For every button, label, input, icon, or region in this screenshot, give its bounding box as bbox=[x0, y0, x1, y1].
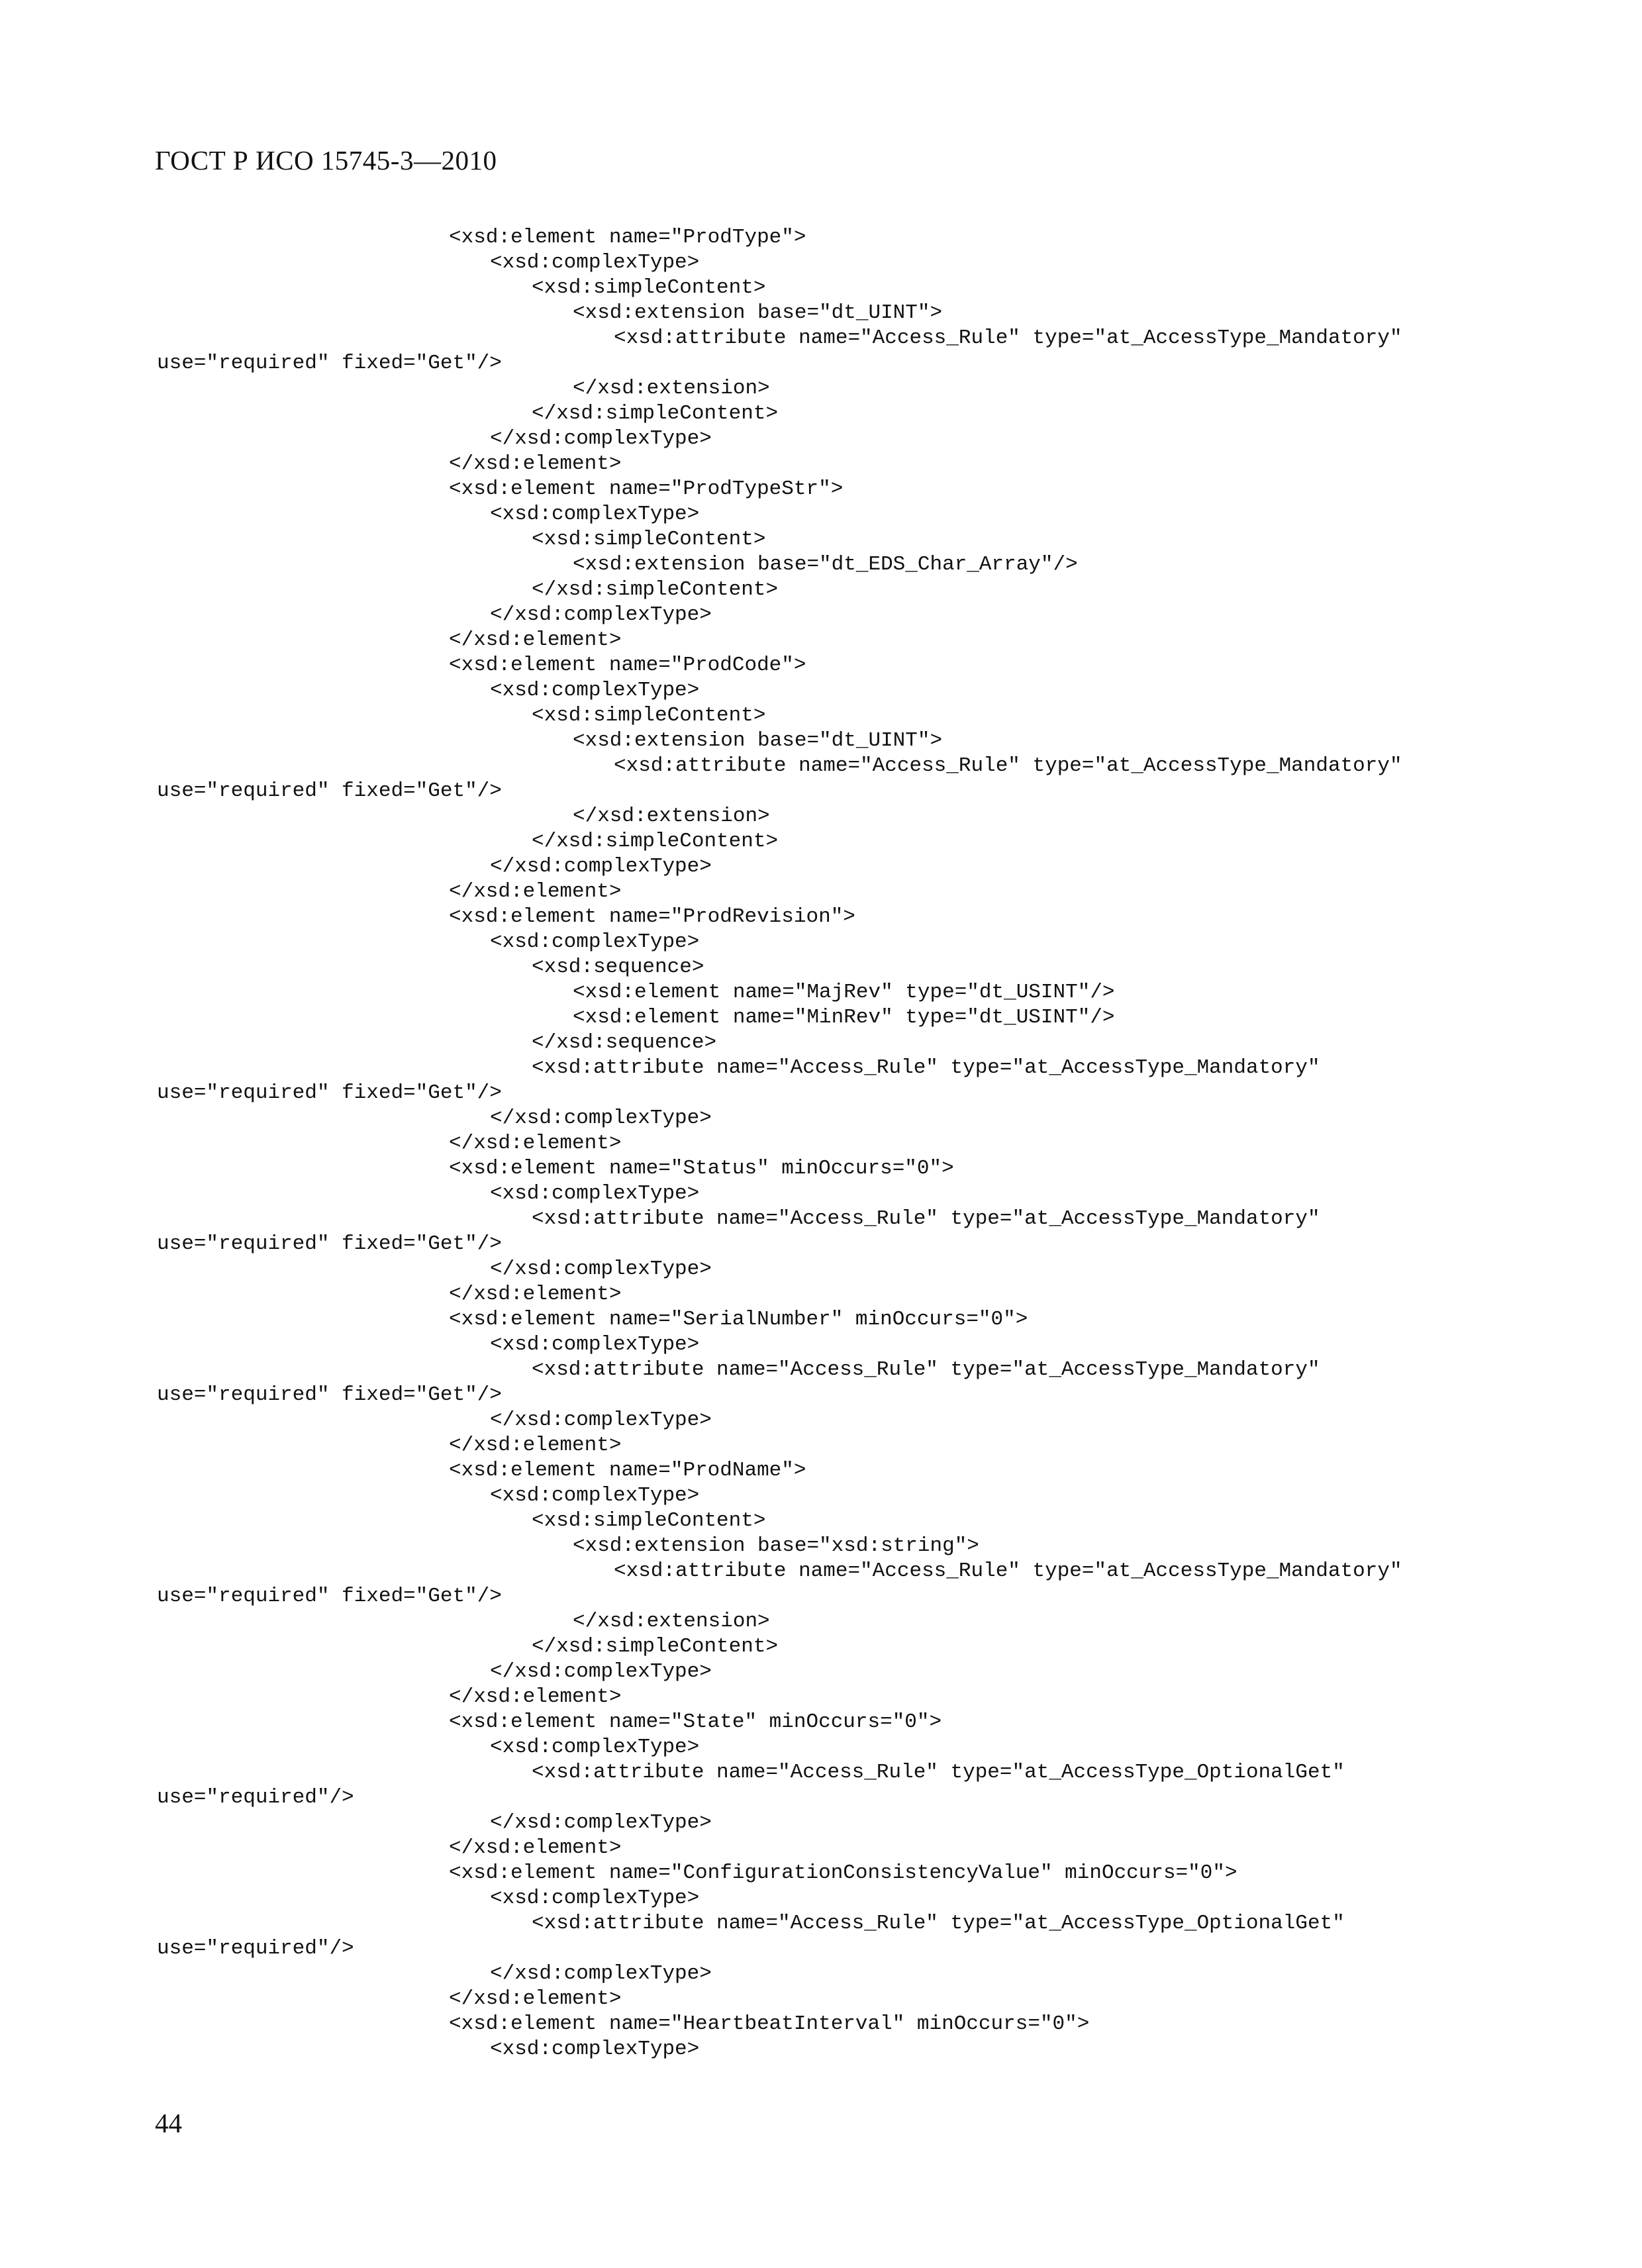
code-text: <xsd:element name="ProdName"> bbox=[449, 1459, 806, 1482]
code-text: use="required" fixed="Get"/> bbox=[157, 779, 502, 803]
code-indent bbox=[157, 1508, 532, 1534]
code-indent bbox=[157, 854, 490, 879]
code-text: <xsd:attribute name="Access_Rule" type="at_AccessType_Mandatory" bbox=[614, 1559, 1402, 1583]
code-text: <xsd:attribute name="Access_Rule" type="at_AccessType_OptionalGet" bbox=[532, 1912, 1345, 1935]
code-text: <xsd:element name="ConfigurationConsistencyValue" minOccurs="0"> bbox=[449, 1861, 1237, 1885]
code-line bbox=[157, 754, 1547, 779]
code-line bbox=[157, 1156, 1547, 1181]
code-indent bbox=[157, 829, 532, 854]
code-text: <xsd:attribute name="Access_Rule" type="at_AccessType_Mandatory" bbox=[614, 754, 1402, 777]
code-text: </xsd:element> bbox=[449, 1283, 622, 1306]
code-indent bbox=[157, 1559, 614, 1584]
code-text: use="required" fixed="Get"/> bbox=[157, 1585, 502, 1608]
code-text: <xsd:extension base="xsd:string"> bbox=[573, 1534, 979, 1557]
code-line bbox=[157, 527, 1547, 552]
code-line bbox=[157, 1710, 1547, 1735]
code-text: use="required"/> bbox=[157, 1937, 354, 1960]
code-indent bbox=[157, 1659, 490, 1685]
code-text: </xsd:element> bbox=[449, 1434, 622, 1457]
code-line bbox=[157, 1307, 1547, 1332]
code-indent bbox=[157, 1257, 490, 1282]
code-line bbox=[157, 1760, 1547, 1785]
code-line bbox=[157, 653, 1547, 678]
code-indent bbox=[157, 1181, 490, 1207]
code-text: <xsd:element name="Status" minOccurs="0"> bbox=[449, 1157, 954, 1180]
code-line bbox=[157, 401, 1547, 426]
code-line bbox=[157, 1081, 1547, 1106]
code-line bbox=[157, 452, 1547, 477]
code-indent bbox=[157, 301, 573, 326]
code-indent bbox=[157, 1710, 449, 1735]
code-text: use="required" fixed="Get"/> bbox=[157, 1232, 502, 1256]
code-indent bbox=[157, 1634, 532, 1659]
code-indent bbox=[157, 1357, 532, 1383]
code-line bbox=[157, 1685, 1547, 1710]
code-text: <xsd:simpleContent> bbox=[532, 528, 766, 551]
code-text: <xsd:complexType> bbox=[490, 1887, 700, 1910]
code-indent bbox=[157, 1030, 532, 1056]
code-indent bbox=[157, 905, 449, 930]
code-line bbox=[157, 250, 1547, 275]
code-line bbox=[157, 1106, 1547, 1131]
code-indent bbox=[157, 1685, 449, 1710]
code-line bbox=[157, 1131, 1547, 1156]
code-line bbox=[157, 1483, 1547, 1508]
code-text: </xsd:element> bbox=[449, 1987, 622, 2010]
code-line bbox=[157, 1735, 1547, 1760]
code-text: <xsd:extension base="dt_UINT"> bbox=[573, 729, 943, 752]
code-line bbox=[157, 678, 1547, 703]
code-indent bbox=[157, 577, 532, 603]
code-indent bbox=[157, 955, 532, 980]
code-text: <xsd:simpleContent> bbox=[532, 1509, 766, 1532]
code-indent bbox=[157, 1131, 449, 1156]
code-indent bbox=[157, 2037, 490, 2062]
code-line bbox=[157, 1408, 1547, 1433]
code-indent bbox=[157, 1005, 573, 1030]
code-indent bbox=[157, 552, 573, 577]
code-text: </xsd:complexType> bbox=[490, 1660, 712, 1683]
code-text: <xsd:element name="SerialNumber" minOccurs="0"> bbox=[449, 1308, 1028, 1331]
code-indent bbox=[157, 1483, 490, 1508]
code-line bbox=[157, 905, 1547, 930]
code-indent bbox=[157, 527, 532, 552]
code-text: </xsd:simpleContent> bbox=[532, 402, 779, 425]
code-text: <xsd:complexType> bbox=[490, 251, 700, 274]
code-line bbox=[157, 351, 1547, 376]
code-indent bbox=[157, 703, 532, 728]
code-line bbox=[157, 980, 1547, 1005]
code-text: <xsd:complexType> bbox=[490, 2038, 700, 2061]
code-text: </xsd:complexType> bbox=[490, 1257, 712, 1281]
code-text: use="required" fixed="Get"/> bbox=[157, 1081, 502, 1105]
code-indent bbox=[157, 426, 490, 452]
code-indent bbox=[157, 1609, 573, 1634]
code-text: </xsd:element> bbox=[449, 880, 622, 903]
code-text: <xsd:element name="ProdRevision"> bbox=[449, 905, 855, 928]
code-text: </xsd:element> bbox=[449, 452, 622, 475]
code-line bbox=[157, 603, 1547, 628]
code-text: </xsd:element> bbox=[449, 1132, 622, 1155]
code-indent bbox=[157, 2012, 449, 2037]
code-indent bbox=[157, 1282, 449, 1307]
code-line bbox=[157, 1936, 1547, 1961]
code-indent bbox=[157, 1886, 490, 1911]
code-indent bbox=[157, 1810, 490, 1836]
code-indent bbox=[157, 376, 573, 401]
code-line bbox=[157, 1634, 1547, 1659]
code-text: </xsd:extension> bbox=[573, 1610, 770, 1633]
code-line bbox=[157, 1961, 1547, 1987]
code-indent bbox=[157, 980, 573, 1005]
code-line bbox=[157, 275, 1547, 301]
code-indent bbox=[157, 1534, 573, 1559]
code-text: <xsd:sequence> bbox=[532, 956, 704, 979]
code-line bbox=[157, 577, 1547, 603]
code-text: <xsd:attribute name="Access_Rule" type="at_AccessType_OptionalGet" bbox=[532, 1761, 1345, 1784]
code-line bbox=[157, 1282, 1547, 1307]
code-line bbox=[157, 779, 1547, 804]
code-text: <xsd:element name="ProdType"> bbox=[449, 226, 806, 249]
code-line bbox=[157, 1030, 1547, 1056]
code-line bbox=[157, 1383, 1547, 1408]
code-line bbox=[157, 1508, 1547, 1534]
code-line bbox=[157, 2012, 1547, 2037]
code-text: <xsd:complexType> bbox=[490, 1736, 700, 1759]
code-text: <xsd:element name="HeartbeatInterval" minOccurs="0"> bbox=[449, 2012, 1090, 2036]
code-text: <xsd:simpleContent> bbox=[532, 276, 766, 299]
code-text: <xsd:complexType> bbox=[490, 503, 700, 526]
code-indent bbox=[157, 452, 449, 477]
code-indent bbox=[157, 678, 490, 703]
code-text: </xsd:extension> bbox=[573, 377, 770, 400]
code-line bbox=[157, 1232, 1547, 1257]
code-text: </xsd:complexType> bbox=[490, 1107, 712, 1130]
code-line bbox=[157, 1433, 1547, 1458]
code-line bbox=[157, 1534, 1547, 1559]
code-indent bbox=[157, 1961, 490, 1987]
code-indent bbox=[157, 603, 490, 628]
code-indent bbox=[157, 1332, 490, 1357]
code-indent bbox=[157, 1207, 532, 1232]
code-text: <xsd:simpleContent> bbox=[532, 704, 766, 727]
code-text: use="required"/> bbox=[157, 1786, 354, 1809]
code-indent bbox=[157, 1408, 490, 1433]
code-text: </xsd:complexType> bbox=[490, 1811, 712, 1834]
code-line bbox=[157, 1836, 1547, 1861]
code-line bbox=[157, 804, 1547, 829]
code-line bbox=[157, 854, 1547, 879]
code-line bbox=[157, 1181, 1547, 1207]
code-line bbox=[157, 376, 1547, 401]
code-text: <xsd:complexType> bbox=[490, 930, 700, 954]
code-text: <xsd:attribute name="Access_Rule" type="at_AccessType_Mandatory" bbox=[614, 326, 1402, 350]
code-line bbox=[157, 326, 1547, 351]
code-text: </xsd:simpleContent> bbox=[532, 578, 779, 601]
code-line bbox=[157, 1886, 1547, 1911]
code-text: <xsd:complexType> bbox=[490, 1484, 700, 1507]
code-text: <xsd:extension base="dt_UINT"> bbox=[573, 301, 943, 324]
code-line bbox=[157, 502, 1547, 527]
code-line bbox=[157, 552, 1547, 577]
code-text: </xsd:extension> bbox=[573, 805, 770, 828]
code-indent bbox=[157, 1911, 532, 1936]
code-indent bbox=[157, 879, 449, 905]
code-line bbox=[157, 301, 1547, 326]
code-text: use="required" fixed="Get"/> bbox=[157, 1383, 502, 1406]
code-line bbox=[157, 728, 1547, 754]
code-indent bbox=[157, 1987, 449, 2012]
code-text: </xsd:complexType> bbox=[490, 427, 712, 450]
code-line bbox=[157, 1357, 1547, 1383]
code-text: <xsd:extension base="dt_EDS_Char_Array"/> bbox=[573, 553, 1078, 576]
code-indent bbox=[157, 250, 490, 275]
code-indent bbox=[157, 1458, 449, 1483]
code-line bbox=[157, 1559, 1547, 1584]
code-indent bbox=[157, 804, 573, 829]
code-text: </xsd:simpleContent> bbox=[532, 830, 779, 853]
code-indent bbox=[157, 502, 490, 527]
code-text: <xsd:element name="ProdCode"> bbox=[449, 654, 806, 677]
code-indent bbox=[157, 326, 614, 351]
code-line bbox=[157, 225, 1547, 250]
code-indent bbox=[157, 1836, 449, 1861]
code-text: <xsd:complexType> bbox=[490, 1182, 700, 1205]
code-line bbox=[157, 1810, 1547, 1836]
code-indent bbox=[157, 275, 532, 301]
code-indent bbox=[157, 653, 449, 678]
code-indent bbox=[157, 477, 449, 502]
code-line bbox=[157, 477, 1547, 502]
code-indent bbox=[157, 1307, 449, 1332]
code-text: <xsd:complexType> bbox=[490, 679, 700, 702]
code-text: <xsd:element name="ProdTypeStr"> bbox=[449, 477, 844, 501]
code-indent bbox=[157, 1433, 449, 1458]
code-line bbox=[157, 1056, 1547, 1081]
page-header: ГОСТ Р ИСО 15745-3—2010 bbox=[155, 145, 497, 175]
code-text: <xsd:complexType> bbox=[490, 1333, 700, 1356]
code-text: </xsd:complexType> bbox=[490, 1408, 712, 1432]
code-text: <xsd:attribute name="Access_Rule" type="at_AccessType_Mandatory" bbox=[532, 1056, 1320, 1079]
code-indent bbox=[157, 225, 449, 250]
code-line bbox=[157, 955, 1547, 980]
code-line bbox=[157, 1207, 1547, 1232]
code-indent bbox=[157, 401, 532, 426]
code-line bbox=[157, 1257, 1547, 1282]
code-line bbox=[157, 1911, 1547, 1936]
code-text: </xsd:complexType> bbox=[490, 855, 712, 878]
code-line bbox=[157, 2037, 1547, 2062]
code-indent bbox=[157, 1735, 490, 1760]
code-text: <xsd:attribute name="Access_Rule" type="at_AccessType_Mandatory" bbox=[532, 1207, 1320, 1230]
code-indent bbox=[157, 1861, 449, 1886]
code-indent bbox=[157, 1156, 449, 1181]
code-text: </xsd:element> bbox=[449, 1836, 622, 1859]
code-text: </xsd:element> bbox=[449, 1685, 622, 1708]
code-indent bbox=[157, 728, 573, 754]
code-indent bbox=[157, 1056, 532, 1081]
code-text: use="required" fixed="Get"/> bbox=[157, 352, 502, 375]
code-line bbox=[157, 1785, 1547, 1810]
xsd-code-listing bbox=[157, 225, 1547, 2062]
code-line bbox=[157, 1659, 1547, 1685]
code-text: <xsd:element name="MinRev" type="dt_USINT"/> bbox=[573, 1006, 1115, 1029]
code-line bbox=[157, 879, 1547, 905]
code-indent bbox=[157, 1106, 490, 1131]
code-line bbox=[157, 1005, 1547, 1030]
code-indent bbox=[157, 628, 449, 653]
code-line bbox=[157, 930, 1547, 955]
code-line bbox=[157, 1332, 1547, 1357]
code-text: </xsd:element> bbox=[449, 628, 622, 652]
code-line bbox=[157, 628, 1547, 653]
code-text: <xsd:attribute name="Access_Rule" type="at_AccessType_Mandatory" bbox=[532, 1358, 1320, 1381]
code-line bbox=[157, 703, 1547, 728]
code-indent bbox=[157, 930, 490, 955]
code-line bbox=[157, 829, 1547, 854]
code-line bbox=[157, 426, 1547, 452]
code-text: </xsd:complexType> bbox=[490, 603, 712, 626]
code-text: </xsd:simpleContent> bbox=[532, 1635, 779, 1658]
code-line bbox=[157, 1584, 1547, 1609]
code-line bbox=[157, 1987, 1547, 2012]
code-text: </xsd:complexType> bbox=[490, 1962, 712, 1985]
code-text: <xsd:element name="MajRev" type="dt_USINT"/> bbox=[573, 981, 1115, 1004]
code-line bbox=[157, 1458, 1547, 1483]
code-text: <xsd:element name="State" minOccurs="0"> bbox=[449, 1710, 942, 1734]
page-number: 44 bbox=[155, 2108, 182, 2138]
code-line bbox=[157, 1861, 1547, 1886]
code-indent bbox=[157, 1760, 532, 1785]
code-line bbox=[157, 1609, 1547, 1634]
code-indent bbox=[157, 754, 614, 779]
code-text: </xsd:sequence> bbox=[532, 1031, 717, 1054]
